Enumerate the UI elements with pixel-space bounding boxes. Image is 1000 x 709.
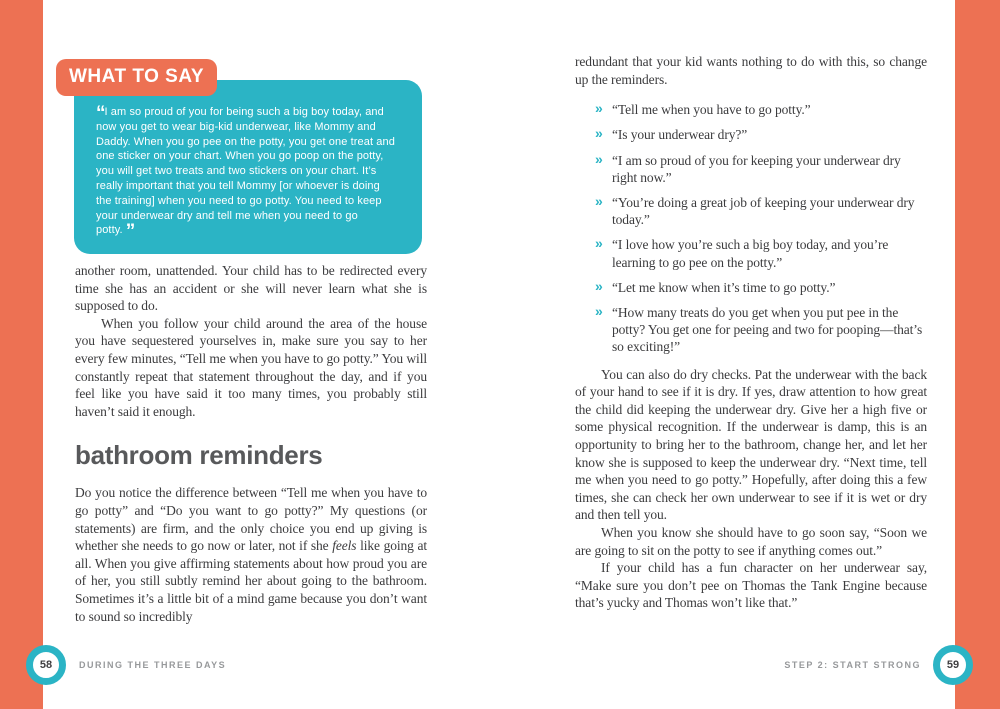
page-number: 59: [946, 659, 960, 671]
list-item: [595, 126, 927, 143]
list-item-text: “Let me know when it’s time to go potty.”: [612, 279, 836, 295]
list-item-text: “Is your underwear dry?”: [612, 127, 748, 143]
paragraph: another room, unattended. Your child has to be redirected every time she has an accident or she will never learn what she is supposed to do.: [75, 263, 427, 314]
list-item-text: “You’re doing a great job of keeping your underwear dry today.”: [612, 195, 915, 228]
what-to-say-badge: WHAT TO SAY: [56, 59, 217, 96]
chevron-bullet-icon: »: [595, 235, 603, 252]
running-footer-label: STEP 2: START STRONG: [784, 660, 921, 670]
italic-word: feels: [332, 538, 357, 554]
list-item: [595, 304, 927, 356]
left-page-footer: [26, 645, 226, 685]
list-item-text: “I am so proud of you for keeping your underwear dry right now.”: [612, 152, 901, 185]
chevron-bullet-icon: »: [595, 150, 603, 167]
chevron-bullet-icon: »: [595, 303, 603, 320]
chevron-bullet-icon: »: [595, 125, 603, 142]
paragraph: redundant that your kid wants nothing to do with this, so change up the reminders.: [575, 54, 927, 87]
right-page-edge: [955, 0, 1000, 709]
close-quote-icon: ”: [125, 221, 135, 243]
paragraph: You can also do dry checks. Pat the underwear with the back of your hand to see if it is dry. If yes, draw attention to how great the child did keeping the underwear dry. Give her a high five or some physical recognition. If the underwear is damp, this is an opportunity to bring her to the bathroom, change her, and let her know she is supposed to keep the underwear dry. “Next time, tell me when you need to go potty.” Hopefully, after doing this a few times, she can check her own underwear to see if it is wet or dry and then tell you.: [575, 366, 927, 523]
list-item-text: “I love how you’re such a big boy today, and you’re learning to go pee on the potty.”: [612, 237, 889, 270]
paragraph: [75, 484, 427, 625]
section-heading: bathroom reminders: [75, 440, 323, 471]
right-page-body: [575, 53, 927, 612]
left-page-body: [75, 262, 427, 625]
reminder-list: [575, 101, 927, 355]
list-item: [595, 101, 927, 118]
right-page-footer: [784, 645, 973, 685]
paragraph-text: Do you notice the difference between “Tell me when you have to go potty” and “Do you want to go potty?” My questions (or statements) are firm, and the only choice you end up giving is whether she needs to go now or later, not if she: [75, 485, 427, 554]
paragraph: When you know she should have to go soon say, “Soon we are going to sit on the potty to see if anything comes out.”: [575, 524, 927, 558]
list-item-text: “How many treats do you get when you put pee in the potty? You get one for peeing and two for pooping—that’s so exciting!”: [612, 305, 923, 355]
list-item: [595, 236, 927, 270]
list-item: [595, 279, 927, 296]
open-quote-icon: “: [96, 103, 105, 124]
list-item: [595, 152, 927, 186]
left-page-edge: [0, 0, 43, 709]
chevron-bullet-icon: »: [595, 193, 603, 209]
page-number-badge: [933, 645, 973, 685]
page-number-badge: [26, 645, 66, 685]
chevron-bullet-icon: »: [595, 100, 603, 117]
paragraph-text: like going at all. When you give affirming statements about how proud you are of her, you still subtly remind her about going to the bathroom. Sometimes it’s a little bit of a mind game because you don’t want to sound so incredibly: [75, 538, 427, 624]
callout-quote-text: I am so proud of you for being such a big boy today, and now you get to wear big-kid underwear, like Mommy and Daddy. When you go pee on the potty, you get one treat and one sticker on your chart. When you go poop on the potty, you will get two treats and two stickers on your chart. It’s really important that you tell Mommy [or whoever is doing the training] when you need to go potty. You need to keep your underwear dry and tell me when you need to go potty.: [96, 106, 395, 237]
list-item: [595, 194, 927, 228]
chevron-bullet-icon: »: [595, 277, 603, 294]
running-footer-label: DURING THE THREE DAYS: [79, 660, 227, 670]
paragraph: When you follow your child around the area of the house you have sequestered yourselves in, make sure you say to her every few minutes, “Tell me when you have to go potty.” You will constantly repeat that statement throughout the day, and if you feel like you have said it too many times, you probably still haven’t said it enough.: [75, 315, 427, 419]
page-number: 58: [39, 659, 53, 671]
paragraph: If your child has a fun character on her underwear say, “Make sure you don’t pee on Thomas the Tank Engine because that’s yucky and Thomas won’t like that.”: [575, 560, 927, 611]
list-item-text: “Tell me when you have to go potty.”: [612, 102, 811, 118]
what-to-say-callout: [74, 80, 422, 254]
